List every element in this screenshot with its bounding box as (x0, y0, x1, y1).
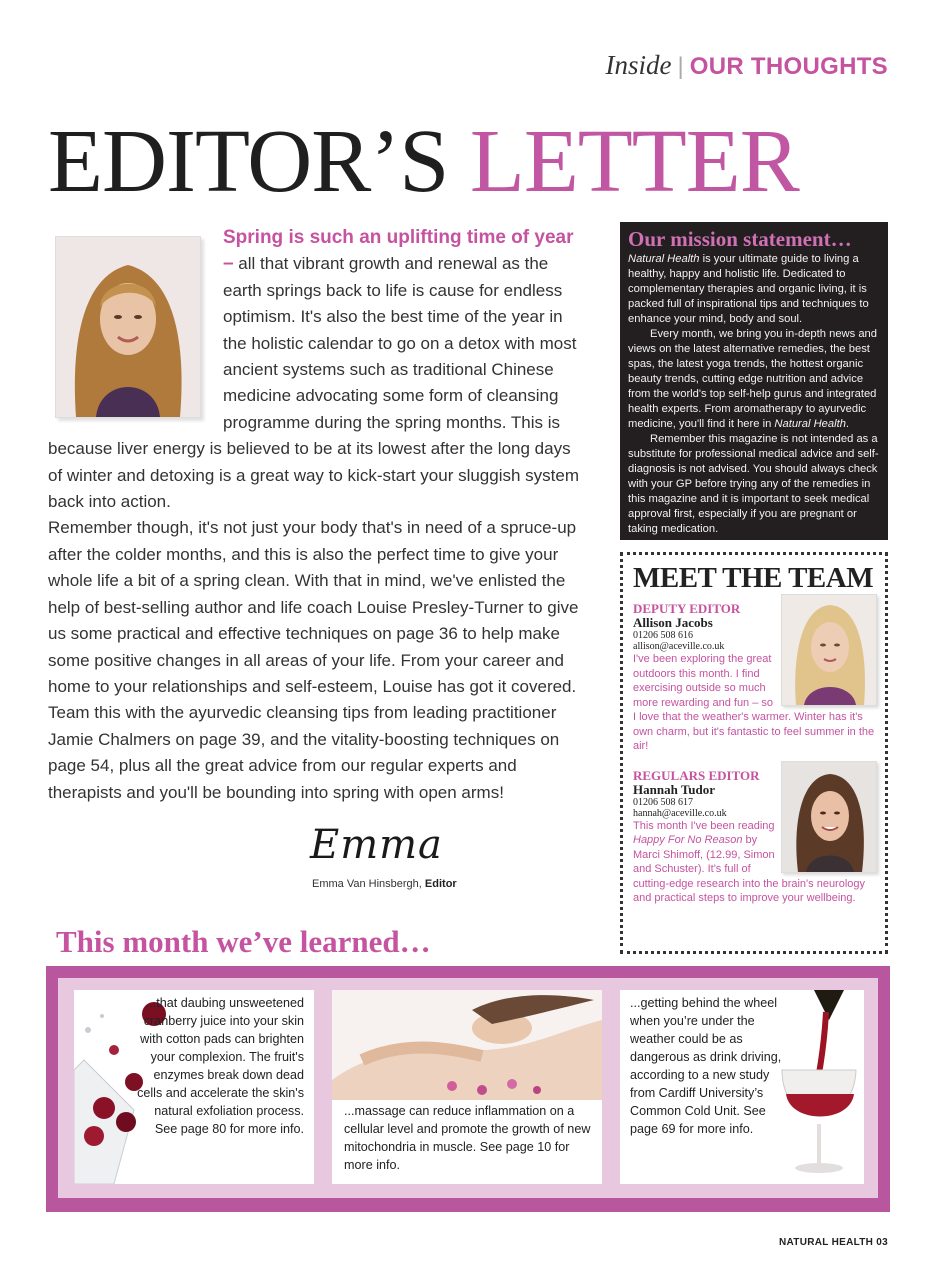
member-name: Allison Jacobs (633, 615, 713, 630)
regulars-editor-photo (781, 761, 877, 873)
member-bio-book: Happy For No Reason (633, 834, 743, 846)
deputy-editor-photo (781, 594, 877, 706)
page-title (48, 112, 799, 212)
member-bio-start: This month I've been reading (633, 819, 775, 832)
regulars-editor-photo-image (782, 762, 876, 872)
learned-card-text: ...getting behind the wheel when you’re under the weather could be as dangerous as drink driving, according to a new study from Cardiff University’s Common Cold Unit. See page 69 for more info. (630, 996, 782, 1136)
editor-signature: Emma (310, 822, 443, 868)
learned-card-massage (332, 990, 602, 1184)
member-name: Hannah Tudor (633, 781, 716, 797)
team-member-regulars-editor (633, 768, 875, 906)
team-member-deputy-editor (633, 601, 875, 754)
editor-name: Emma Van Hinsbergh, (312, 878, 422, 890)
learned-card-cranberry (74, 990, 314, 1184)
editor-role: Editor (424, 878, 457, 890)
team-title: MEET THE TEAM (633, 562, 874, 594)
deputy-editor-photo-image (782, 595, 876, 705)
learned-section-title: This month we’ve learned… (56, 924, 431, 959)
letter-lead: Spring is such an uplifting time of year – (223, 227, 574, 275)
member-email: allison@aceville.co.uk (633, 641, 725, 652)
mission-brand-2: Natural Health (774, 418, 846, 430)
signature-caption (312, 878, 457, 890)
page-folio: NATURAL HEALTH 03 (779, 1237, 888, 1248)
mission-paragraph-1 (628, 252, 880, 327)
meet-the-team-box (620, 552, 888, 954)
letter-paragraph-1-text: all that vibrant growth and renewal as the earth springs back to life is cause for endless optimism. It's also the best time of the year in the holistic calendar to go on a detox with most ancient systems such as traditional Chinese medicine advocating some form of cleansing programme during the spring months. This is because liver energy is believed to be at its lowest after the long days of winter and detoxing is a great way to kick-start your sluggish system back into action. (48, 254, 580, 512)
page-title-part1: EDITOR’S (48, 112, 449, 211)
learned-card-cold (620, 990, 864, 1184)
section-inside-label: Inside (605, 50, 672, 80)
wine-glass-image (774, 990, 864, 1184)
section-name: OUR THOUGHTS (689, 53, 888, 80)
section-separator: | (677, 53, 684, 80)
mission-p1-text: is your ultimate guide to living a healthy, happy and holistic life. Dedicated to complementary therapies and organic living, it is packed full of inspirational tips and techniques to enhance your mind, body and soul. (628, 253, 869, 325)
mission-title: Our mission statement… (628, 227, 852, 251)
mission-statement-box (620, 222, 888, 540)
mission-paragraph-3: Remember this magazine is not intended as a substitute for professional medical advice and self-diagnosis is not advised. You should always check with your GP before trying any of the remedies in this magazine and it is important to seek medical approval first, especially if you are pregnant or taking medication. (628, 433, 879, 535)
massage-image (332, 990, 602, 1100)
mission-paragraph-2 (628, 327, 880, 432)
member-role: DEPUTY EDITOR (633, 601, 741, 616)
member-phone: 01206 508 617 (633, 796, 693, 808)
learned-card-text: ...that daubing unsweetened cranberry juice into your skin with cotton pads can brighten your complexion. The fruit's enzymes break down dead cells and accelerate the skin's natural exfoliation process. See page 80 for more info. (137, 996, 304, 1136)
mission-p2-end: . (845, 418, 850, 430)
portrait-spacer (48, 225, 223, 436)
letter-paragraph-2: Remember though, it's not just your body that's in need of a spruce-up after the colder months, and this is also the perfect time to give your whole life a bit of a spring clean. With that in mind, we've enlisted the help of best-selling author and life coach Louise Presley-Turner to give us some practical and effective techniques on page 36 to help make some positive changes in all areas of your life. From your career and home to your relationships and self-esteem, Louise has got it covered. Team this with the ayurvedic cleansing tips from leading practitioner Jamie Chalmers on page 39, and the vitality-boosting techniques on page 54, plus all the great advice from our regular experts and therapists and you'll be bounding into spring with open arms! (48, 518, 579, 802)
learned-card-text: ...massage can reduce inflammation on a cellular level and promote the growth of new mitochondria in muscle. See page 10 for more info. (344, 1104, 591, 1172)
mission-p2-text: Every month, we bring you in-depth news and views on the latest alternative remedies, the best spas, the latest yoga trends, the hottest organic beauty trends, cutting edge nutrition and advice from the world's top self-help gurus and integrated health experts. From aromatherapy to ayurvedic medicine, you'll find it here in (628, 328, 877, 430)
member-phone: 01206 508 616 (633, 630, 693, 641)
editor-letter (48, 225, 588, 806)
mission-brand-1: Natural Health (628, 253, 700, 265)
member-bio: I've been exploring the great outdoors this month. I find exercising outside so much more rewarding and fun – so I love that the weather's warmer. Winter has it's own charm, but it's fantastic to feel summer in the air! (633, 653, 875, 752)
section-header (606, 50, 888, 81)
page-title-part2: LETTER (469, 112, 799, 211)
member-email: hannah@aceville.co.uk (633, 807, 727, 819)
member-role: REGULARS EDITOR (633, 767, 760, 783)
member-bio-end: by Marci Shimoff, (12.99, Simon and Schuster). It's full of cutting-edge research into the brain's neurology and practical steps to improve your wellbeing. (633, 834, 866, 904)
